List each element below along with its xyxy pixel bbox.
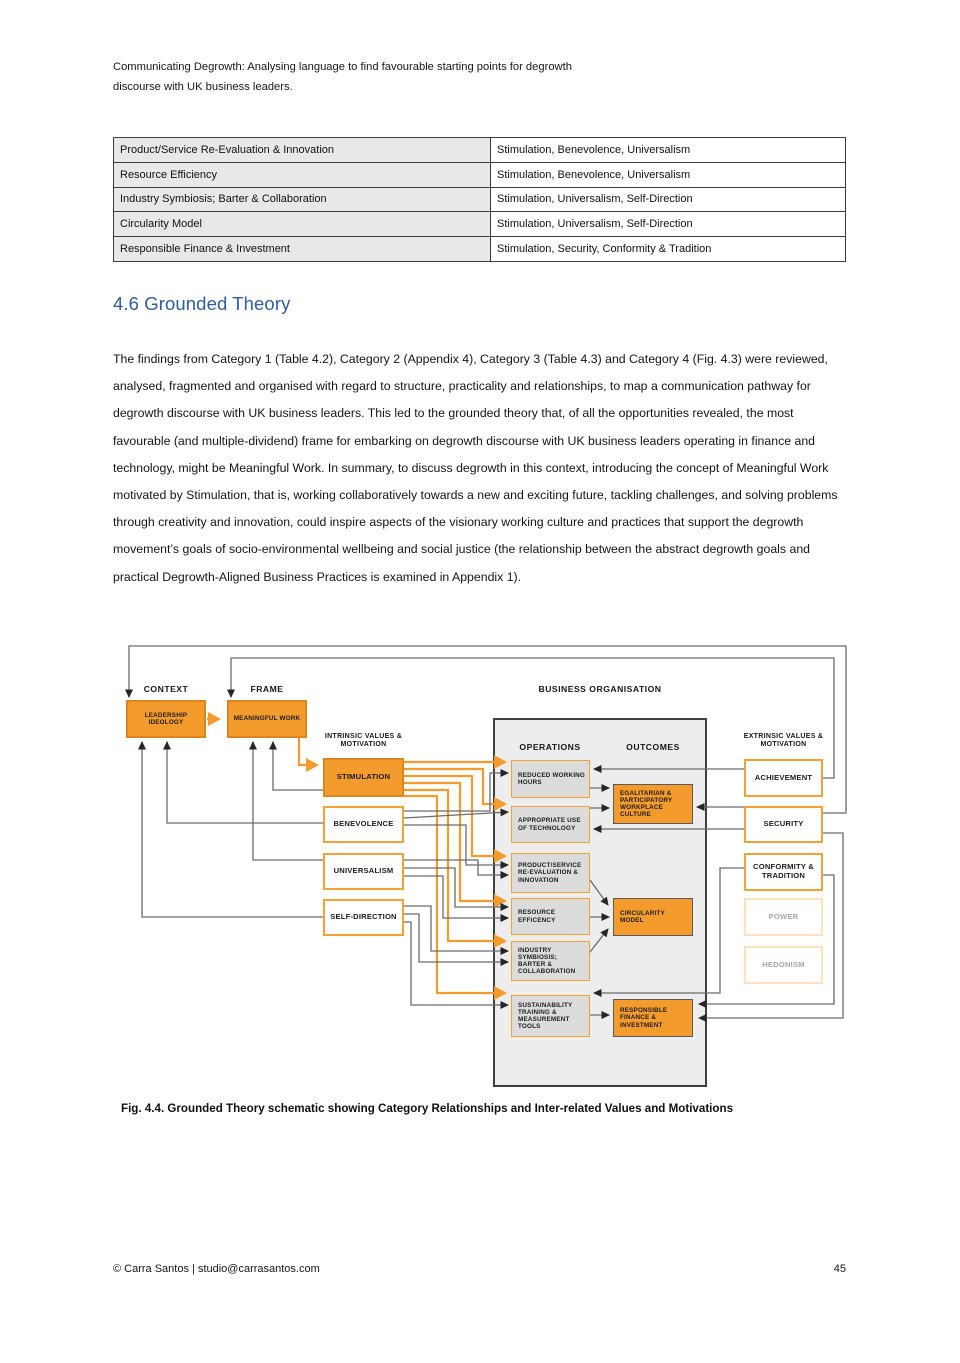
values-cell: Stimulation, Universalism, Self-Direction — [491, 187, 846, 212]
practice-cell: Responsible Finance & Investment — [114, 237, 491, 262]
table-row — [114, 162, 846, 187]
node-industry-symbiosis: INDUSTRY SYMBIOSIS; BARTER & COLLABORATION — [511, 941, 590, 981]
node-circularity-model: CIRCULARITY MODEL — [613, 898, 693, 936]
node-sustainability-training: SUSTAINABILITY TRAINING & MEASUREMENT TOOLS — [511, 995, 590, 1037]
practice-cell: Resource Efficiency — [114, 162, 491, 187]
values-cell: Stimulation, Benevolence, Universalism — [491, 138, 846, 163]
practice-cell: Industry Symbiosis; Barter & Collaboration — [114, 187, 491, 212]
footer-copyright: © Carra Santos | studio@carrasantos.com — [113, 1263, 320, 1275]
extrinsic-values-label: EXTRINSIC VALUES & MOTIVATION — [743, 733, 824, 749]
practices-values-table — [113, 137, 846, 262]
frame-label: FRAME — [250, 684, 284, 694]
grounded-theory-diagram — [0, 645, 960, 1105]
node-product-service-re-evaluation: PRODUCT/SERVICE RE-EVALUATION & INNOVATION — [511, 853, 590, 893]
practice-cell: Product/Service Re-Evaluation & Innovation — [114, 138, 491, 163]
table-row — [114, 212, 846, 237]
context-label: CONTEXT — [143, 684, 189, 694]
node-responsible-finance-investment: RESPONSIBLE FINANCE & INVESTMENT — [613, 999, 693, 1037]
node-egalitarian-workplace-culture: EGALITARIAN & PARTICIPATORY WORKPLACE CULTURE — [613, 784, 693, 824]
header-line-2: discourse with UK business leaders. — [113, 81, 293, 94]
node-power: POWER — [744, 898, 823, 936]
values-cell: Stimulation, Security, Conformity & Tradition — [491, 237, 846, 262]
header-line-1: Communicating Degrowth: Analysing language to find favourable starting points for degrowth — [113, 61, 572, 73]
node-benevolence: BENEVOLENCE — [323, 806, 404, 843]
node-self-direction: SELF-DIRECTION — [323, 899, 404, 936]
section-heading: 4.6 Grounded Theory — [113, 293, 291, 314]
values-cell: Stimulation, Universalism, Self-Direction — [491, 212, 846, 237]
table-row — [114, 237, 846, 262]
intrinsic-values-label: INTRINSIC VALUES & MOTIVATION — [324, 733, 403, 749]
table-row — [114, 187, 846, 212]
node-achievement: ACHIEVEMENT — [744, 759, 823, 797]
node-reduced-working-hours: REDUCED WORKING HOURS — [511, 760, 590, 798]
node-resource-efficency: RESOURCE EFFICENCY — [511, 898, 590, 935]
operations-label: OPERATIONS — [519, 742, 581, 752]
node-hedonism: HEDONISM — [744, 946, 823, 984]
node-appropriate-use-of-technology: APPROPRIATE USE OF TECHNOLOGY — [511, 806, 590, 843]
table-row — [114, 138, 846, 163]
values-cell: Stimulation, Benevolence, Universalism — [491, 162, 846, 187]
node-meaningful-work: MEANINGFUL WORK — [227, 700, 307, 738]
node-stimulation: STIMULATION — [323, 758, 404, 797]
body-paragraph: The findings from Category 1 (Table 4.2), Category 2 (Appendix 4), Category 3 (Table 4.3) and Category 4 (Fig. 4.3) were reviewed, analysed, fragmented and organised with regard to structure, practicality and relationships, to map a communication pathway for degrowth discourse with UK business leaders. This led to the grounded theory that, of all the opportunities revealed, the most favourable (and multiple-dividend) frame for embarking on degrowth discourse with UK business leaders operating in finance and technology, might be Meaningful Work. In summary, to discuss degrowth in this context, introducing the concept of Meaningful Work motivated by Stimulation, that is, working collaboratively towards a new and exciting future, tackling challenges, and solving problems through creativity and innovation, could inspire aspects of the visionary working culture and practices that support the degrowth movement’s goals of socio-environmental wellbeing and social justice (the relationship between the abstract degrowth goals and practical Degrowth-Aligned Business Practices is examined in Appendix 1). — [113, 352, 838, 584]
footer-page-number: 45 — [833, 1263, 846, 1275]
business-organisation-label: BUSINESS ORGANISATION — [538, 684, 662, 694]
node-conformity-tradition: CONFORMITY & TRADITION — [744, 853, 823, 891]
running-header — [113, 57, 733, 98]
outcomes-label: OUTCOMES — [626, 742, 680, 752]
figure-caption: Fig. 4.4. Grounded Theory schematic showing Category Relationships and Inter-related Values and Motivations — [121, 1102, 734, 1115]
node-security: SECURITY — [744, 806, 823, 843]
practice-cell: Circularity Model — [114, 212, 491, 237]
node-leadership-ideology: LEADERSHIP IDEOLOGY — [126, 700, 206, 738]
node-universalism: UNIVERSALISM — [323, 853, 404, 890]
